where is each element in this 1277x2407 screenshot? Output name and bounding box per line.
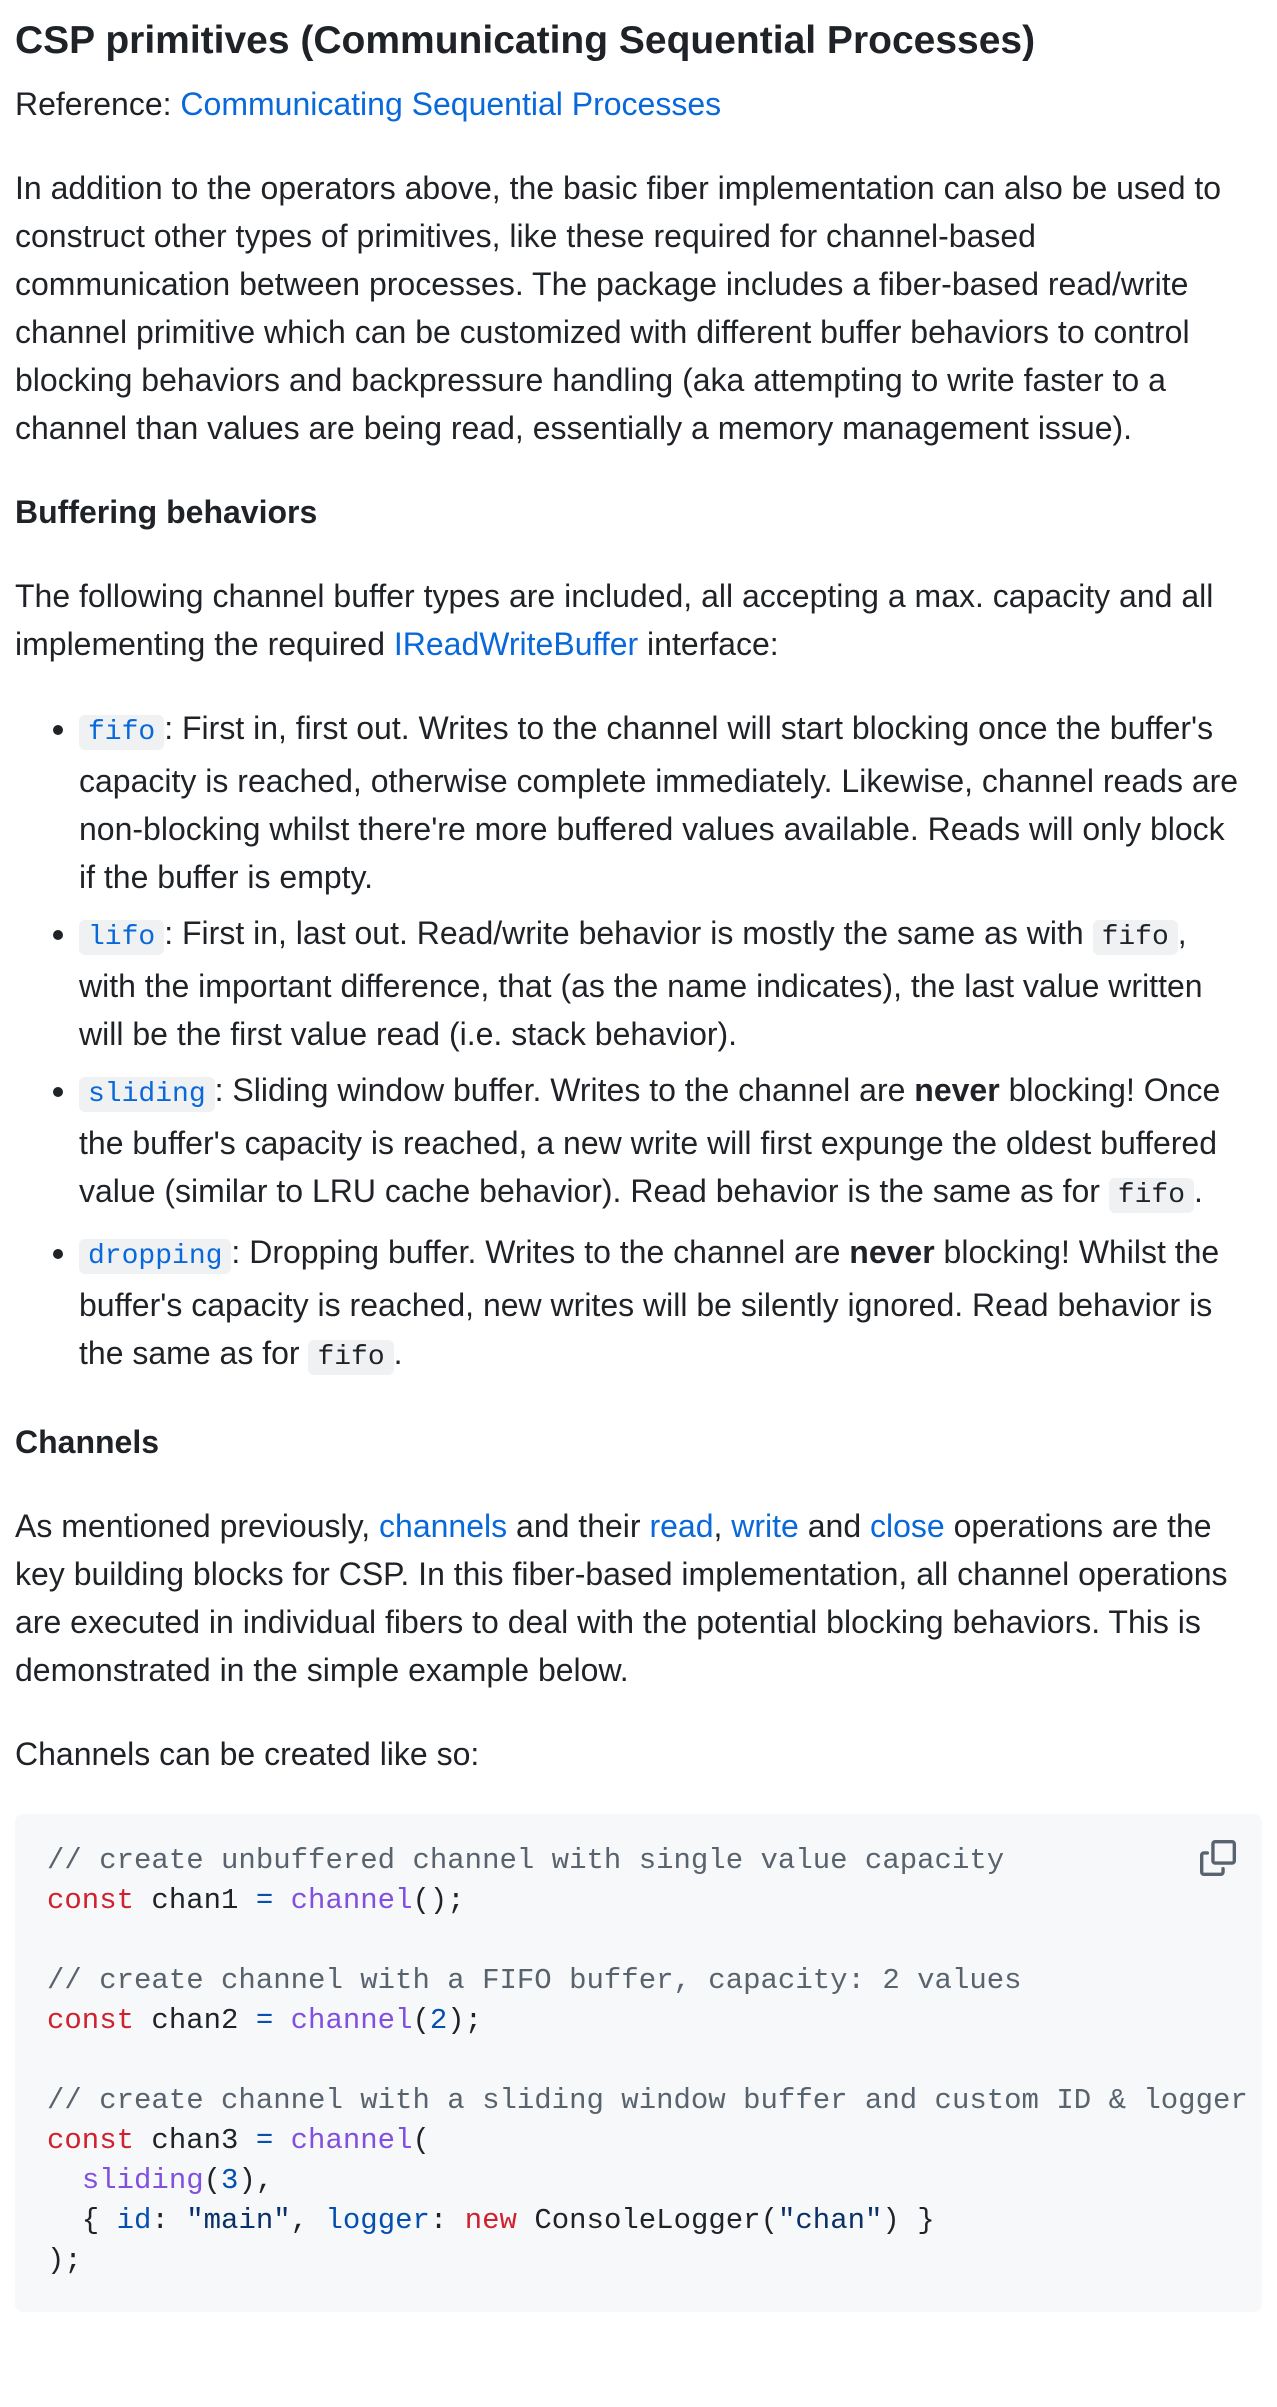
fifo-code: fifo bbox=[308, 1340, 393, 1375]
code-line: // create unbuffered channel with single value capacity bbox=[47, 1844, 1005, 1877]
fifo-code: fifo bbox=[1109, 1178, 1194, 1213]
sliding-code-link[interactable]: sliding bbox=[79, 1077, 215, 1112]
intro-paragraph: In addition to the operators above, the basic fiber implementation can also be used to construct other types of primitives, like these required for channel-based communication between processes. The package includes a fiber-based read/write channel primitive which can be customized with different buffer behaviors to control blocking behaviors and backpressure handling (aka attempting to write faster to a channel than values are being read, essentially a memory management issue). bbox=[15, 170, 1222, 446]
channels-paragraph: As mentioned previously, channels and their read, write and close operations are the key building blocks for CSP. In this fiber-based implementation, all channel operations are executed in individual fibers to deal with the potential blocking behaviors. This is demonstrated in the simple example below. bbox=[15, 1508, 1228, 1688]
dropping-code-link[interactable]: dropping bbox=[79, 1239, 231, 1274]
reference-label: Reference: bbox=[15, 86, 172, 122]
copy-icon[interactable] bbox=[1200, 1840, 1236, 1876]
fifo-code: fifo bbox=[1093, 920, 1178, 955]
code-line: // create channel with a sliding window buffer and custom ID & logger bbox=[47, 2084, 1248, 2117]
code-line: const chan3 = channel( bbox=[47, 2124, 430, 2157]
code-line: const chan2 = channel(2); bbox=[47, 2004, 483, 2037]
buffering-intro: The following channel buffer types are included, all accepting a max. capacity and all implementing the required IReadWriteBuffer interface: bbox=[15, 578, 1214, 662]
code-line bbox=[47, 1921, 1262, 1961]
code-line bbox=[47, 2041, 1262, 2081]
code-line: { id: "main", logger: new ConsoleLogger("chan") } bbox=[47, 2204, 935, 2237]
lifo-code-link[interactable]: lifo bbox=[79, 920, 164, 955]
close-link[interactable]: close bbox=[870, 1508, 945, 1544]
write-link[interactable]: write bbox=[731, 1508, 799, 1544]
fifo-code-link[interactable]: fifo bbox=[79, 715, 164, 750]
code-line: ); bbox=[47, 2244, 82, 2277]
read-link[interactable]: read bbox=[649, 1508, 714, 1544]
code-line: // create channel with a FIFO buffer, capacity: 2 values bbox=[47, 1964, 1022, 1997]
list-item-fifo: • fifo : First in, first out. Writes to the channel will start blocking once the buffer's capacity is reached, otherwise complete immediately. Likewise, channel reads are non-blocking whilst there're more buffered values available. Reads will only block if the buffer is empty. bbox=[79, 704, 1247, 901]
buffering-heading: Buffering behaviors bbox=[15, 494, 318, 530]
buffer-types-list bbox=[15, 704, 1247, 1382]
code-line: sliding(3), bbox=[81, 2164, 274, 2197]
page-title: CSP primitives (Communicating Sequential Processes) bbox=[15, 19, 1036, 62]
channels-heading: Channels bbox=[15, 1424, 160, 1460]
code-block bbox=[15, 1814, 1262, 2312]
channels-link[interactable]: channels bbox=[379, 1508, 508, 1544]
list-item-lifo: • lifo : First in, last out. Read/write behavior is mostly the same as with fifo , with the important difference, that (as the name indicates), the last value written will be the first value read (i.e. stack behavior). bbox=[79, 909, 1247, 1058]
channels-create-paragraph: Channels can be created like so: bbox=[15, 1736, 480, 1772]
code-line: const chan1 = channel(); bbox=[47, 1884, 465, 1917]
ireadwritebuffer-link[interactable]: IReadWriteBuffer bbox=[393, 626, 639, 662]
reference-link[interactable]: Communicating Sequential Processes bbox=[180, 86, 722, 122]
document bbox=[0, 14, 1247, 2312]
list-item-dropping: • dropping : Dropping buffer. Writes to the channel are never blocking! Whilst the buffer's capacity is reached, new writes will be silently ignored. Read behavior is the same as for fifo . bbox=[79, 1228, 1247, 1382]
list-item-sliding: • sliding : Sliding window buffer. Writes to the channel are never blocking! Once the buffer's capacity is reached, a new write will first expunge the oldest buffered value (similar to LRU cache behavior). Read behavior is the same as for fifo . bbox=[79, 1066, 1247, 1220]
reference-line bbox=[15, 80, 1247, 128]
